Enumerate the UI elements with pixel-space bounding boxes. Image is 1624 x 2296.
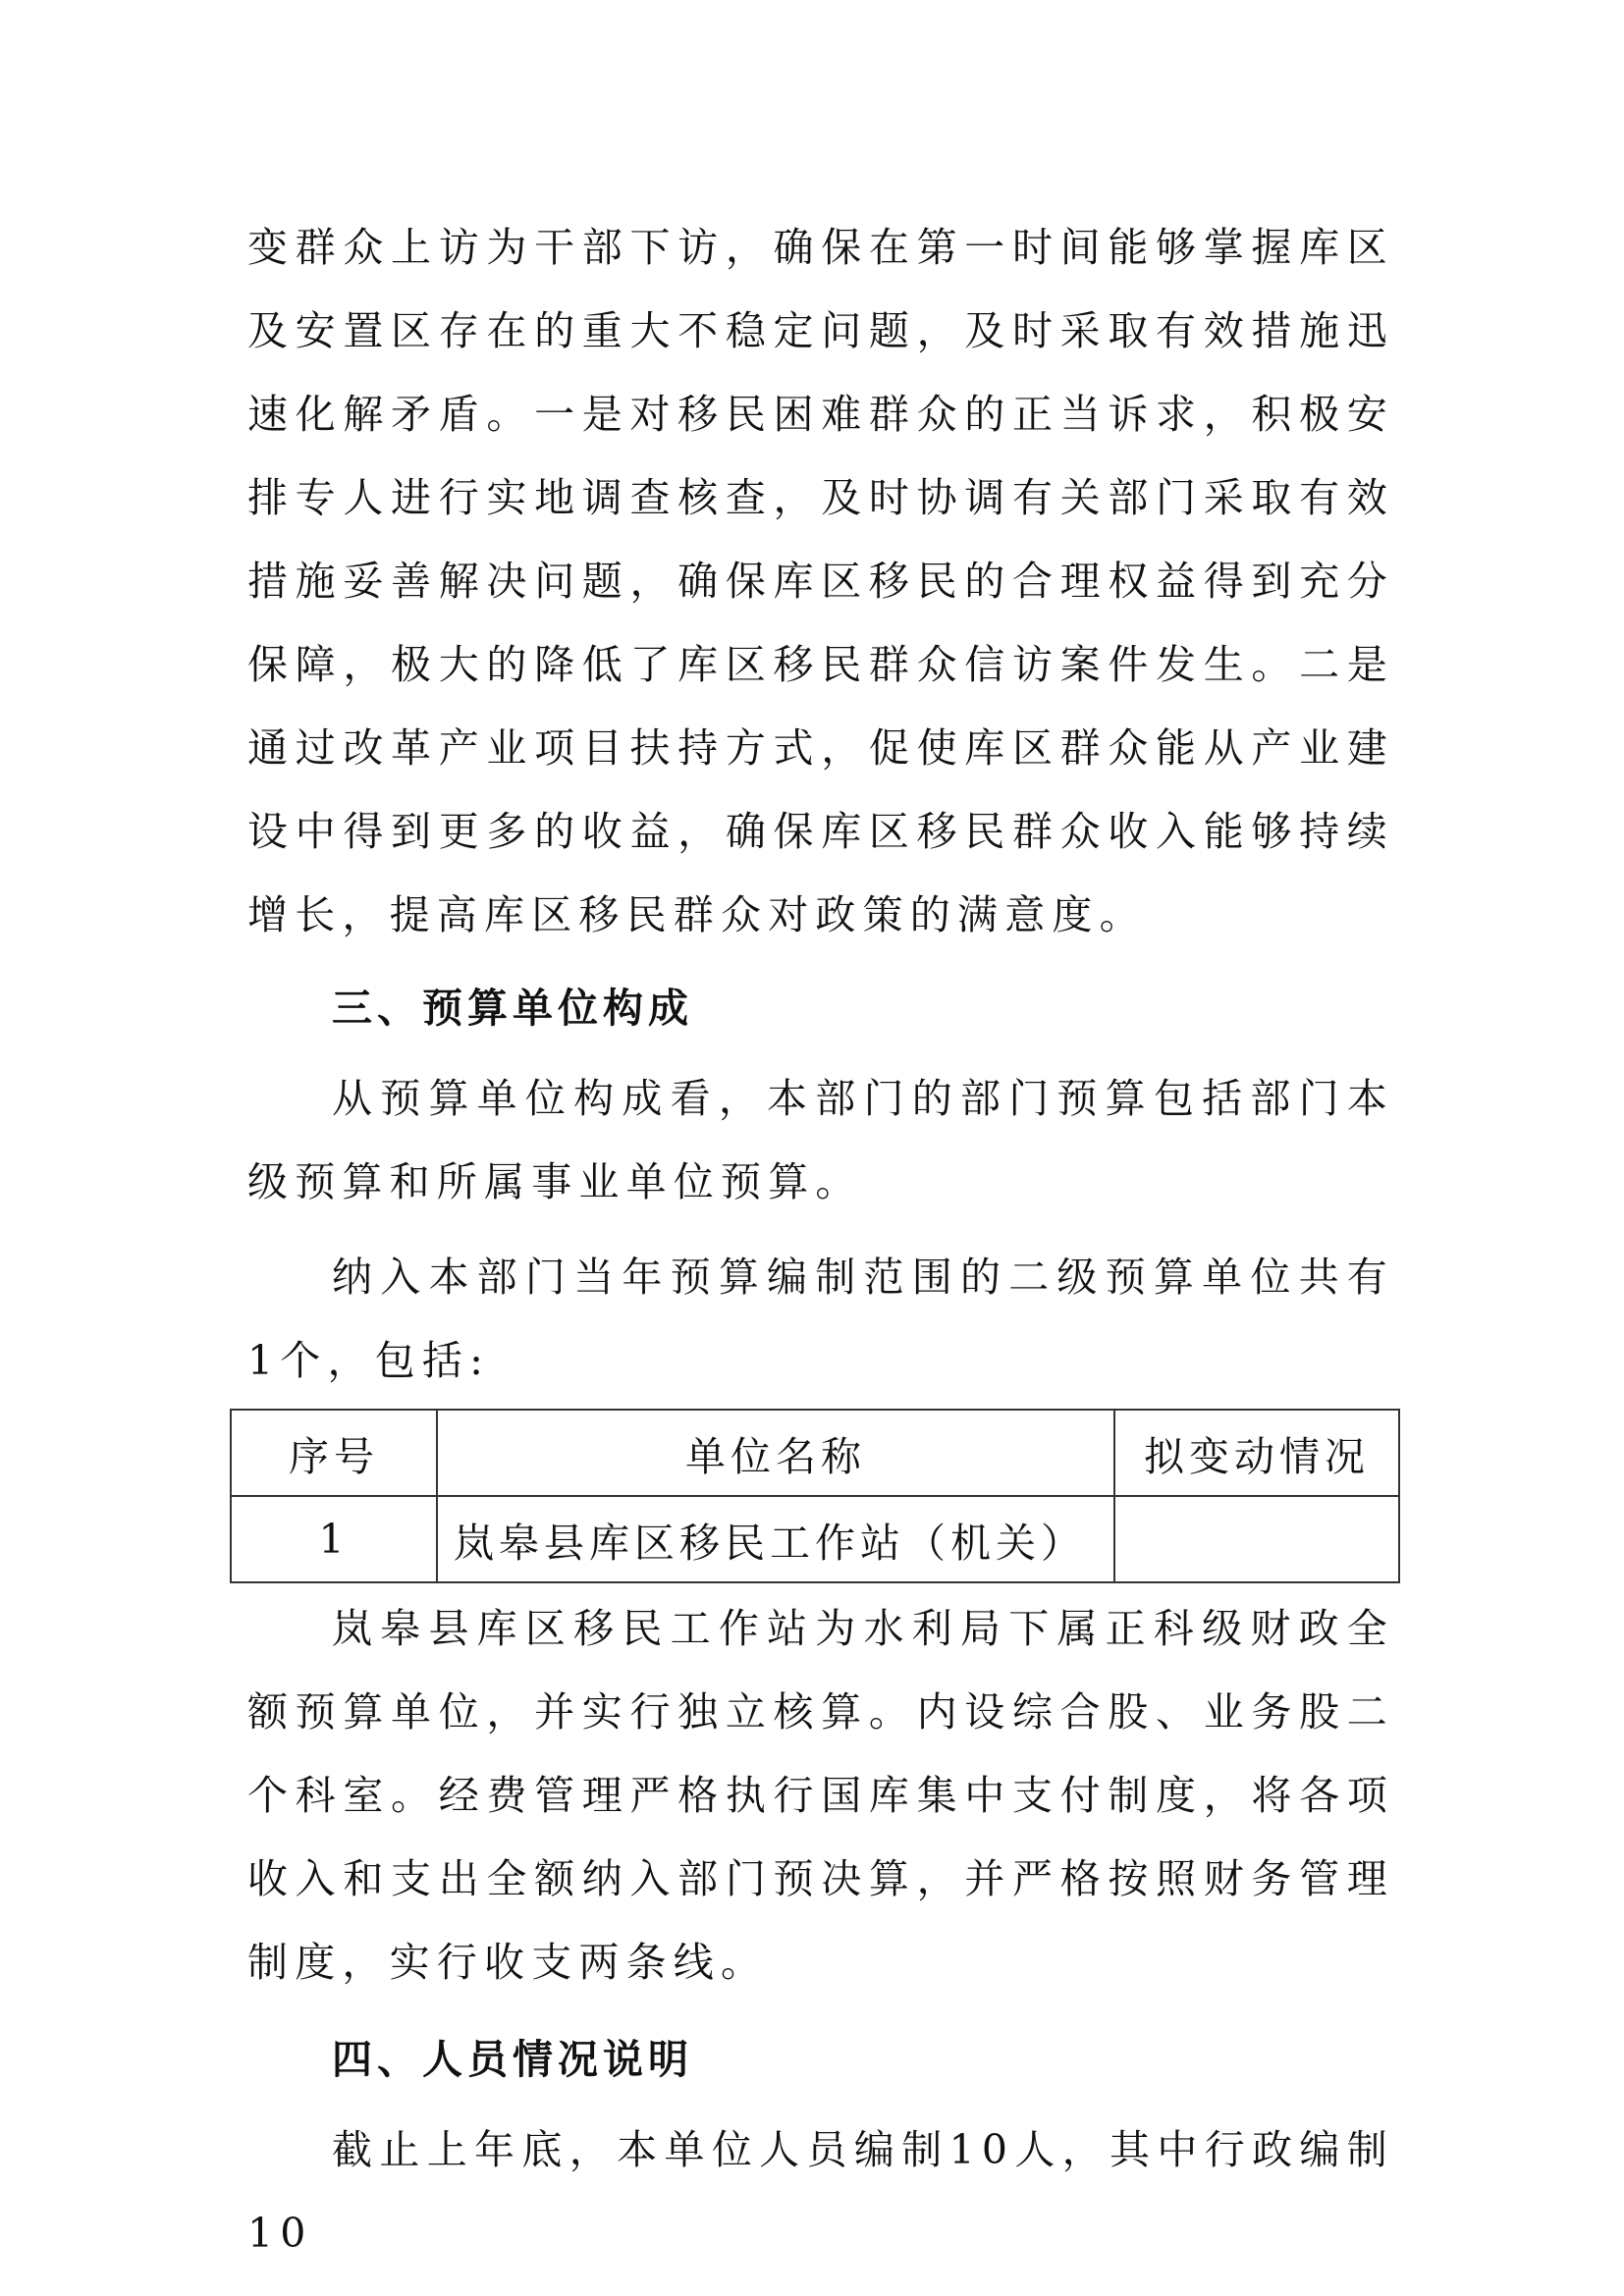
paragraph-unit-description: 岚皋县库区移民工作站为水利局下属正科级财政全额预算单位，并实行独立核算。内设综合股、业务股二个科室。经费管理严格执行国库集中支付制度，将各项收入和支出全额纳入部门预决算，并严格按照财务管理制度，实行收支两条线。 [247,1605,1394,1986]
table-cell-change [1114,1496,1399,1582]
budget-unit-table [230,1409,1400,1583]
table-cell-unit-name: 岚皋县库区移民工作站（机关） [437,1496,1114,1582]
table-row [231,1496,1399,1582]
table-cell-serial: 1 [231,1496,437,1582]
table-header-unit-name: 单位名称 [437,1410,1114,1496]
paragraph-staff-count: 截止上年底，本单位人员编制10人，其中行政编制10 [247,2126,1394,2257]
paragraph-secondary-units: 纳入本部门当年预算编制范围的二级预算单位共有1个，包括: [247,1254,1394,1384]
table-header-serial: 序号 [231,1410,437,1496]
table-header-change: 拟变动情况 [1114,1410,1399,1496]
paragraph-budget-composition: 从预算单位构成看，本部门的部门预算包括部门本级预算和所属事业单位预算。 [247,1075,1394,1205]
document-body [247,206,1394,2275]
table-header-row [231,1410,1399,1496]
section-heading-staff: 四、人员情况说明 [332,2036,693,2083]
paragraph-petition-handling: 变群众上访为干部下访，确保在第一时间能够掌握库区及安置区存在的重大不稳定问题，及时采取有效措施迅速化解矛盾。一是对移民困难群众的正当诉求，积极安排专人进行实地调查核查，及时协调有关部门采取有效措施妥善解决问题，确保库区移民的合理权益得到充分保障，极大的降低了库区移民群众信访案件发生。二是通过改革产业项目扶持方式，促使库区群众能从产业建设中得到更多的收益，确保库区移民群众收入能够持续增长，提高库区移民群众对政策的满意度。 [247,224,1394,938]
section-heading-budget-units: 三、预算单位构成 [332,985,693,1032]
